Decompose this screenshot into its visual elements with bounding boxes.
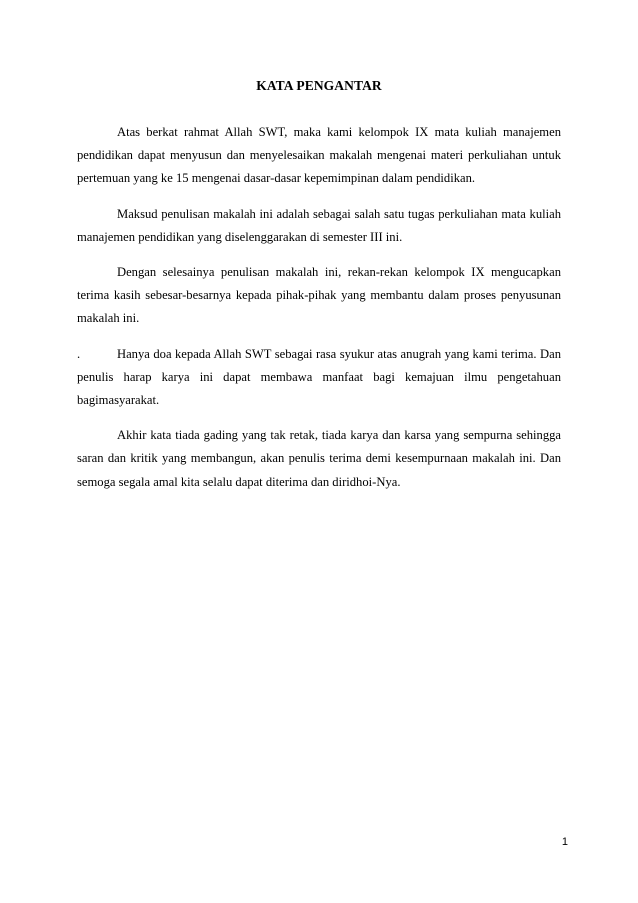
paragraph-4-text: Hanya doa kepada Allah SWT sebagai rasa syukur atas anugrah yang kami terima. Dan penulis harap karya ini dapat membawa manfaat bagi kemajuan ilmu pengetahuan bagimasyarakat. <box>77 346 561 408</box>
page-number: 1 <box>561 836 568 848</box>
paragraph-1: Atas berkat rahmat Allah SWT, maka kami kelompok IX mata kuliah manajemen pendidikan dapat menyusun dan menyelesaikan makalah mengenai materi perkuliahan untuk pertemuan yang ke 15 mengenai dasar-dasar kepemimpinan dalam pendidikan. <box>77 125 561 186</box>
paragraph-4-lead-dot: . <box>77 346 81 361</box>
paragraph-2: Maksud penulisan makalah ini adalah sebagai salah satu tugas perkuliahan mata kuliah manajemen pendidikan yang diselenggarakan di semester III ini. <box>77 206 561 244</box>
page-title: KATA PENGANTAR <box>256 78 382 93</box>
paragraph-3: Dengan selesainya penulisan makalah ini, rekan-rekan kelompok IX mengucapkan terima kasih sebesar-besarnya kepada pihak-pihak yang membantu dalam proses penyusunan makalah ini. <box>77 265 561 326</box>
document-body <box>77 121 561 494</box>
paragraph-4 <box>77 343 561 413</box>
paragraph-5: Akhir kata tiada gading yang tak retak, tiada karya dan karsa yang sempurna sehingga saran dan kritik yang membangun, akan penulis terima demi kesempurnaan makalah ini. Dan semoga segala amal kita selalu dapat diterima dan diridhoi-Nya. <box>77 428 561 489</box>
